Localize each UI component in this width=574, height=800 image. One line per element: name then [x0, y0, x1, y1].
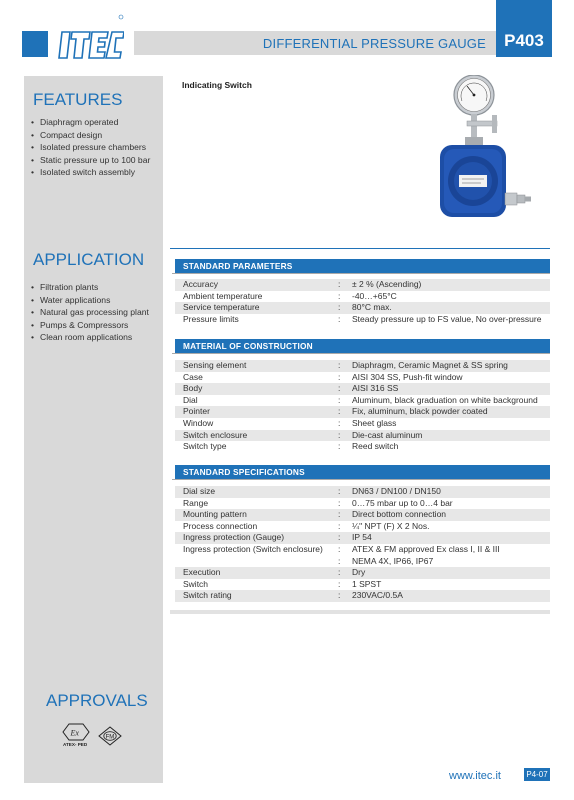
- application-item: • Filtration plants: [31, 281, 149, 294]
- website-link[interactable]: www.itec.it: [449, 770, 501, 782]
- feature-item: • Compact design: [31, 129, 150, 142]
- table-row: Service temperature : 80°C max.: [175, 302, 550, 314]
- table-row: Execution : Dry: [175, 567, 550, 579]
- table-row: Ingress protection (Switch enclosure) : ATEX & FM approved Ex class I, II & III: [183, 543, 500, 554]
- svg-text:Ex: Ex: [70, 728, 79, 738]
- product-label: Indicating Switch: [182, 80, 252, 90]
- feature-item: • Static pressure up to 100 bar: [31, 154, 150, 167]
- fm-approved-mark-icon: [98, 726, 122, 746]
- material-of-construction-table: [175, 360, 550, 453]
- feature-item: • Isolated switch assembly: [31, 166, 150, 179]
- feature-item: • Diaphragm operated: [31, 116, 150, 129]
- logo-square: [22, 31, 48, 57]
- sidebar: [24, 76, 163, 783]
- pressure-gauge-switch-image: [425, 75, 535, 225]
- page-title: DIFFERENTIAL PRESSURE GAUGE: [262, 36, 486, 51]
- fm-mark-text: FM: [105, 734, 115, 741]
- table-row: Switch rating : 230VAC/0.5A: [175, 590, 550, 602]
- table-row: Case : AISI 304 SS, Push-fit window: [183, 371, 463, 382]
- standard-specifications-heading: STANDARD SPECIFICATIONS: [175, 465, 550, 479]
- table-row: Pressure limits : Steady pressure up to FS value, No over-pressure: [183, 313, 542, 324]
- application-item: • Clean room applications: [31, 331, 149, 344]
- features-list: [31, 116, 150, 179]
- application-item: • Water applications: [31, 294, 149, 307]
- table-row: Accuracy : ± 2 % (Ascending): [175, 279, 550, 291]
- application-item: • Pumps & Compressors: [31, 319, 149, 332]
- band-shadow: [172, 353, 550, 354]
- table-row: Range : 0…75 mbar up to 0…4 bar: [183, 497, 453, 508]
- application-item: • Natural gas processing plant: [31, 306, 149, 319]
- table-row: Dial : Aluminum, black graduation on white background: [183, 394, 538, 405]
- table-row: Dial size : DN63 / DN100 / DN150: [175, 486, 550, 498]
- title-band: [134, 31, 496, 55]
- itec-logo: [58, 14, 124, 62]
- standard-specifications-table: [175, 486, 550, 602]
- band-shadow: [172, 273, 550, 274]
- page-number: P4-07: [524, 768, 550, 781]
- product-code-badge: P403: [496, 0, 552, 57]
- standard-parameters-table: [175, 279, 550, 325]
- table-row: Mounting pattern : Direct bottom connection: [175, 509, 550, 521]
- table-row: Sensing element : Diaphragm, Ceramic Magnet & SS spring: [175, 360, 550, 372]
- table-row: Switch enclosure : Die-cast aluminum: [175, 430, 550, 442]
- material-of-construction-heading: MATERIAL OF CONSTRUCTION: [175, 339, 550, 353]
- table-bottom-bar: [170, 610, 550, 614]
- standard-parameters-heading: STANDARD PARAMETERS: [175, 259, 550, 273]
- table-row: Process connection : ¼" NPT (F) X 2 Nos.: [183, 520, 430, 531]
- application-list: [31, 281, 149, 344]
- feature-item: • Isolated pressure chambers: [31, 141, 150, 154]
- features-heading: FEATURES: [33, 90, 123, 109]
- table-row: Switch : 1 SPST: [183, 578, 382, 589]
- table-row: : NEMA 4X, IP66, IP67: [338, 555, 434, 566]
- table-divider: [170, 248, 550, 249]
- approvals-heading: APPROVALS: [46, 691, 148, 710]
- table-row: Pointer : Fix, aluminum, black powder coated: [175, 406, 550, 418]
- atex-label: ATEX- PED: [63, 742, 88, 747]
- table-row: Window : Sheet glass: [183, 417, 397, 428]
- application-heading: APPLICATION: [33, 250, 145, 269]
- band-shadow: [172, 479, 550, 480]
- table-row: Ingress protection (Gauge) : IP 54: [175, 532, 550, 544]
- table-row: Ambient temperature : -40…+65°C: [183, 290, 397, 301]
- table-row: Body : AISI 316 SS: [175, 383, 550, 395]
- table-row: Switch type : Reed switch: [183, 441, 399, 452]
